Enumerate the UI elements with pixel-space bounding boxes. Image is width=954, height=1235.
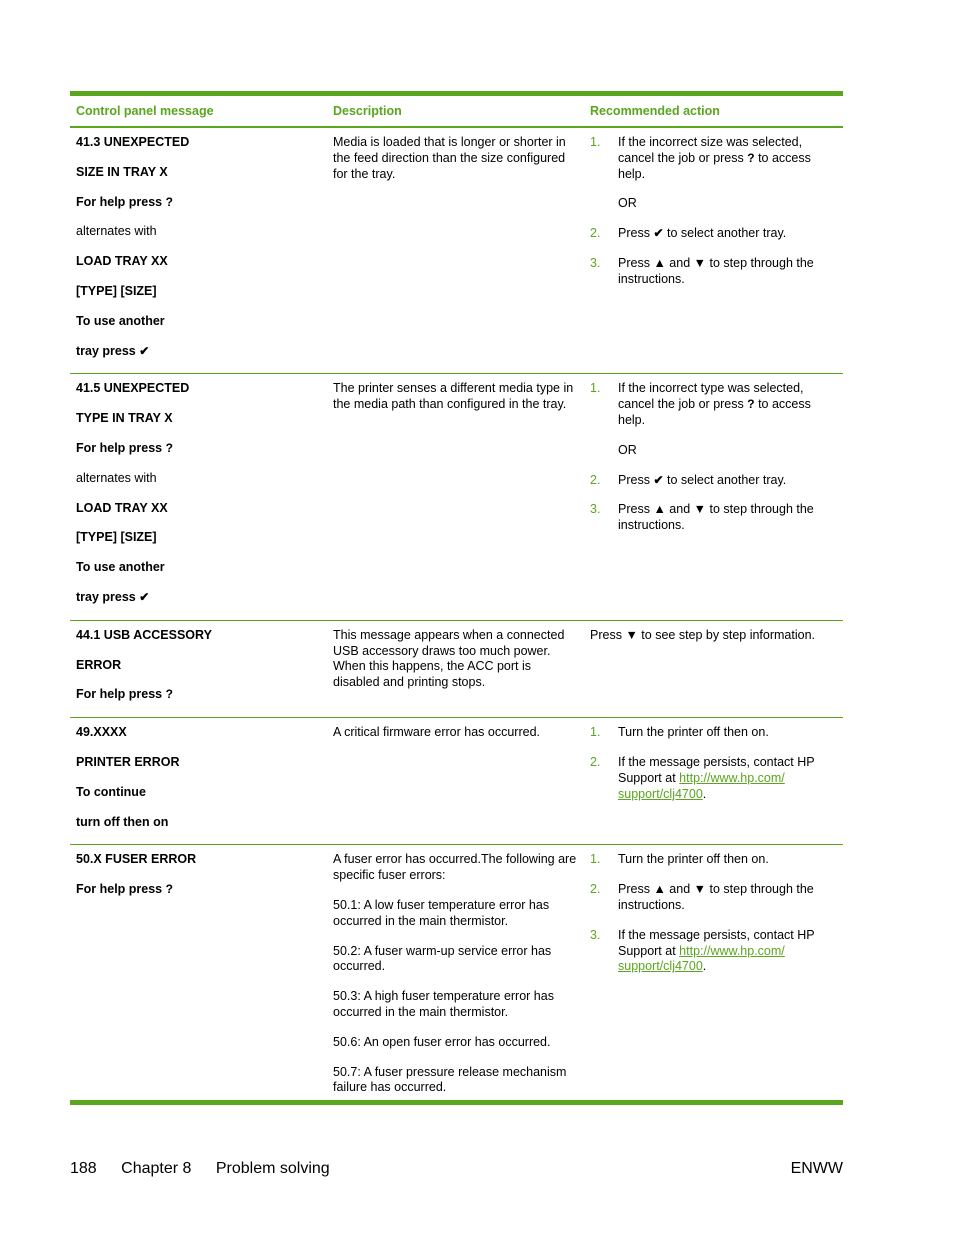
error-message-table [70,91,843,1105]
description-cell [333,128,590,373]
description-cell [333,718,590,844]
action-step: 1. Turn the printer off then on. [590,852,769,867]
message-line: For help press [76,194,163,209]
message-line: [TYPE] [SIZE] [76,283,157,298]
checkmark-icon: ✔ [139,589,150,604]
section-title: Problem solving [215,1160,330,1177]
down-arrow-icon: ▼ [693,255,707,270]
down-arrow-icon: ▼ [625,627,638,642]
description-text: A fuser error has occurred.The following are specific fuser errors: [333,852,577,883]
chapter-label: Chapter 8 [121,1160,192,1177]
description-text: Media is loaded that is longer or shorter in the feed direction than the size configured for the tray. [333,135,566,181]
recommended-action-cell [590,845,843,1100]
brand-label: ENWW [790,1160,843,1177]
message-line: For help press [76,440,163,455]
checkmark-icon: ✔ [653,472,664,487]
action-step: 2. Press ✔ to select another tray. [590,472,787,487]
message-line: 41.3 UNEXPECTED [76,135,190,149]
hp-support-link[interactable]: http://www.hp.com/ support/clj4700 [618,943,785,974]
control-panel-message-cell [70,128,333,373]
table-row [70,845,843,1100]
description-text: 50.2: A fuser warm-up service error has occurred. [333,943,552,974]
description-cell [333,845,590,1100]
table-header [70,96,843,128]
description-text: 50.3: A high fuser temperature error has occurred in the main thermistor. [333,989,554,1019]
action-step: 3. Press ▲ and ▼ to step through the instructions. [590,502,814,533]
message-line: 41.5 UNEXPECTED [76,381,190,396]
message-line: alternates with [76,224,157,239]
message-line: alternates with [76,470,157,485]
down-arrow-icon: ▼ [693,502,707,517]
page-number: 188 [70,1160,97,1177]
message-line: SIZE IN TRAY X [76,164,168,179]
down-arrow-icon: ▼ [693,882,707,897]
control-panel-message-cell [70,621,333,717]
question-mark-icon: ? [747,150,755,165]
control-panel-message-cell [70,845,333,1100]
action-step: 2. If the message persists, contact HP Support at http://www.hp.com/ support/clj4700. [590,754,815,801]
description-text: 50.6: An open fuser error has occurred. [333,1034,551,1049]
table-row [70,128,843,374]
message-line: For help press [76,687,163,702]
up-arrow-icon: ▲ [653,502,666,517]
description-cell [333,621,590,717]
action-step: 2. Press ✔ to select another tray. [590,226,787,241]
description-text: 50.1: A low fuser temperature error has occurred in the main thermistor. [333,897,550,928]
recommended-action-cell [590,718,843,844]
or-text: OR [618,196,637,211]
action-step: 1. If the incorrect type was selected, cancel the job or press ? to access help. [590,381,811,427]
control-panel-message-cell [70,374,333,619]
action-step: 3. Press ▲ and ▼ to step through the instructions. [590,255,814,286]
question-mark-icon: ? [747,397,755,412]
message-line: TYPE IN TRAY X [76,411,173,426]
header-description: Description [333,104,402,118]
message-line: To use another [76,560,165,575]
message-line: turn off then on [76,814,169,829]
table-row [70,718,843,845]
description-text: This message appears when a connected USB accessory draws too much power. When this happens, the ACC port is disabled and printing stops. [333,627,565,690]
recommended-action-cell [590,128,843,373]
message-line: To use another [76,313,165,328]
description-cell [333,374,590,619]
checkmark-icon: ✔ [139,343,150,358]
control-panel-message-cell [70,718,333,844]
message-line: 50.X FUSER ERROR [76,852,197,867]
page-footer [70,1160,843,1178]
recommended-action-cell [590,374,843,619]
message-line: PRINTER ERROR [76,754,180,769]
message-line: 44.1 USB ACCESSORY [76,627,212,642]
checkmark-icon: ✔ [653,226,664,241]
action-step: 1. If the incorrect size was selected, cancel the job or press ? to access help. [590,135,811,181]
message-line: tray press [76,589,136,604]
description-text: 50.7: A fuser pressure release mechanism failure has occurred. [333,1064,567,1095]
message-line: tray press [76,343,136,358]
question-mark-icon: ? [165,882,173,897]
message-line: To continue [76,784,146,799]
message-line: LOAD TRAY XX [76,254,168,269]
question-mark-icon: ? [165,687,173,702]
table-row [70,374,843,620]
or-text: OR [618,442,637,457]
action-step: 1. Turn the printer off then on. [590,725,769,740]
question-mark-icon: ? [165,440,173,455]
question-mark-icon: ? [165,194,173,209]
message-line: 49.XXXX [76,725,127,740]
message-line: [TYPE] [SIZE] [76,530,157,545]
recommended-action-cell: Press ▼ to see step by step information. [590,627,816,642]
message-line: LOAD TRAY XX [76,500,168,515]
up-arrow-icon: ▲ [653,255,666,270]
header-recommended-action: Recommended action [590,104,720,118]
message-line: ERROR [76,657,122,672]
up-arrow-icon: ▲ [653,882,666,897]
action-step: 3. If the message persists, contact HP Support at http://www.hp.com/ support/clj4700. [590,927,815,974]
table-row [70,621,843,718]
action-step: 2. Press ▲ and ▼ to step through the instructions. [590,882,814,912]
description-text: The printer senses a different media type in the media path than configured in the tray. [333,381,574,412]
hp-support-link[interactable]: http://www.hp.com/ support/clj4700 [618,770,785,801]
description-text: A critical firmware error has occurred. [333,725,541,740]
header-control-panel-message: Control panel message [76,104,214,118]
message-line: For help press [76,882,163,897]
